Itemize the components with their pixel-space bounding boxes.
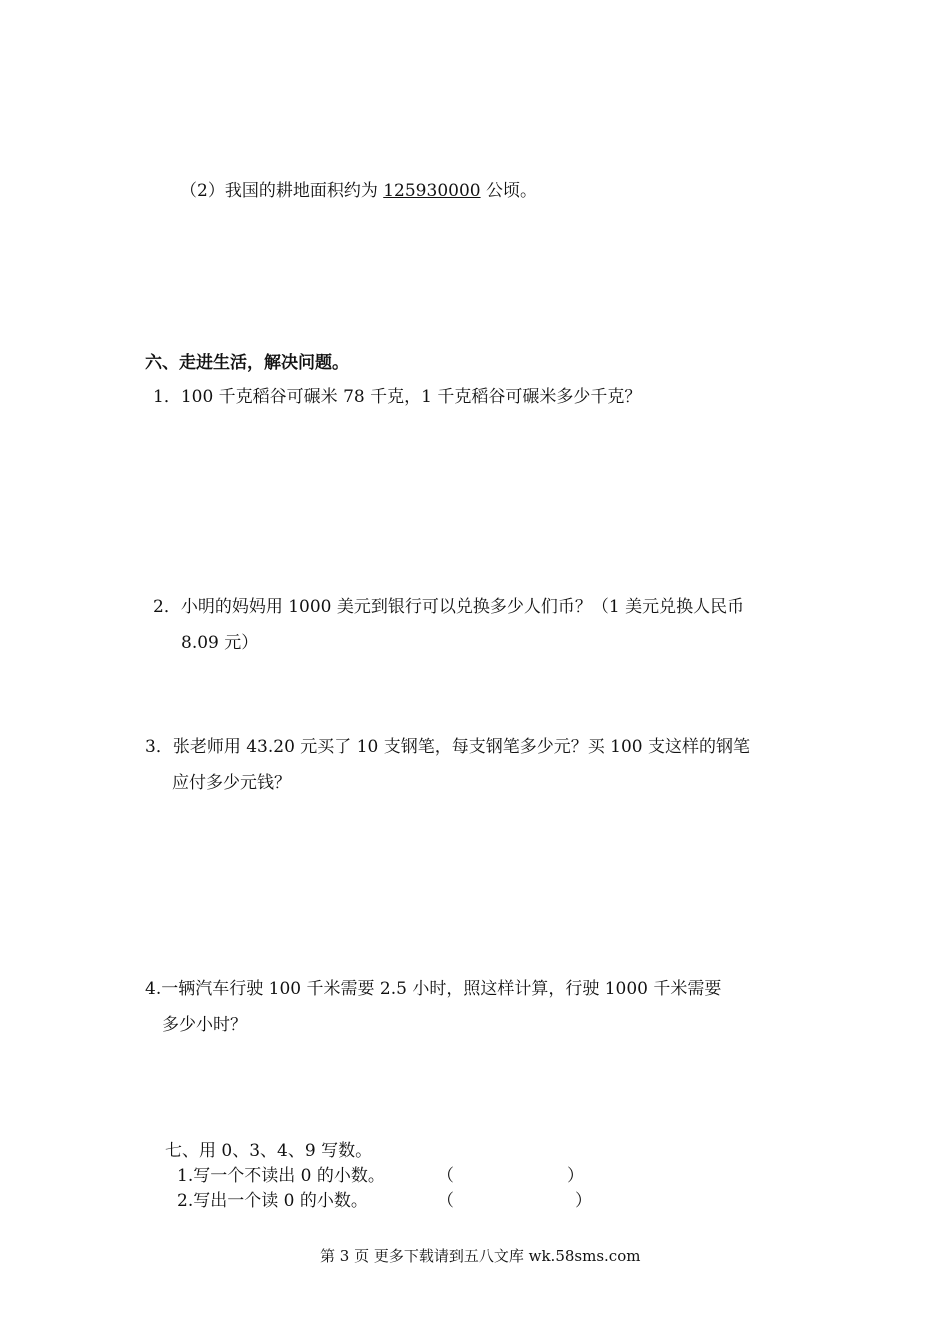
section-7-item-2-label: 2.写出一个读 0 的小数。 (177, 1191, 368, 1211)
section-6-question-2-line-2: 8.09 元） (181, 633, 259, 653)
section-7-item-1-answer-close: ） (567, 1166, 584, 1186)
section-6-question-2-line-1: 2．小明的妈妈用 1000 美元到银行可以兑换多少人们币？（1 美元兑换人民币 (153, 597, 745, 617)
question-5-2-prefix: （2）我国的耕地面积约为 (180, 181, 384, 201)
section-6-title: 六、走进生活，解决问题。 (145, 353, 349, 373)
section-6-question-3-line-1: 3．张老师用 43.20 元买了 10 支钢笔，每支钢笔多少元？买 100 支这样的钢笔 (145, 737, 750, 757)
section-6-question-3-line-2: 应付多少元钱？ (172, 773, 291, 793)
section-7-item-2-answer-open[interactable]: （ (437, 1191, 454, 1211)
section-6-question-4-line-2: 多少小时？ (162, 1015, 247, 1035)
section-7-item-1-answer-open[interactable]: （ (437, 1166, 454, 1186)
section-7-title: 七、用 0、3、4、9 写数。 (165, 1141, 373, 1161)
section-7-item-2 (177, 1190, 368, 1212)
section-7-item-2-answer-close: ） (575, 1191, 592, 1211)
question-5-2-suffix: 公顷。 (480, 181, 537, 201)
question-5-2-number: 125930000 (383, 181, 481, 201)
page-footer: 第 3 页 更多下载请到五八文库 wk.58sms.com (320, 1247, 641, 1265)
section-6-question-4-line-1: 4.一辆汽车行驶 100 千米需要 2.5 小时，照这样计算，行驶 1000 千米需要 (145, 979, 722, 999)
question-5-2 (180, 180, 537, 202)
section-6-question-1: 1．100 千克稻谷可碾米 78 千克，1 千克稻谷可碾米多少千克？ (153, 387, 642, 407)
section-7-item-1 (177, 1165, 385, 1187)
section-7-item-1-label: 1.写一个不读出 0 的小数。 (177, 1166, 385, 1186)
